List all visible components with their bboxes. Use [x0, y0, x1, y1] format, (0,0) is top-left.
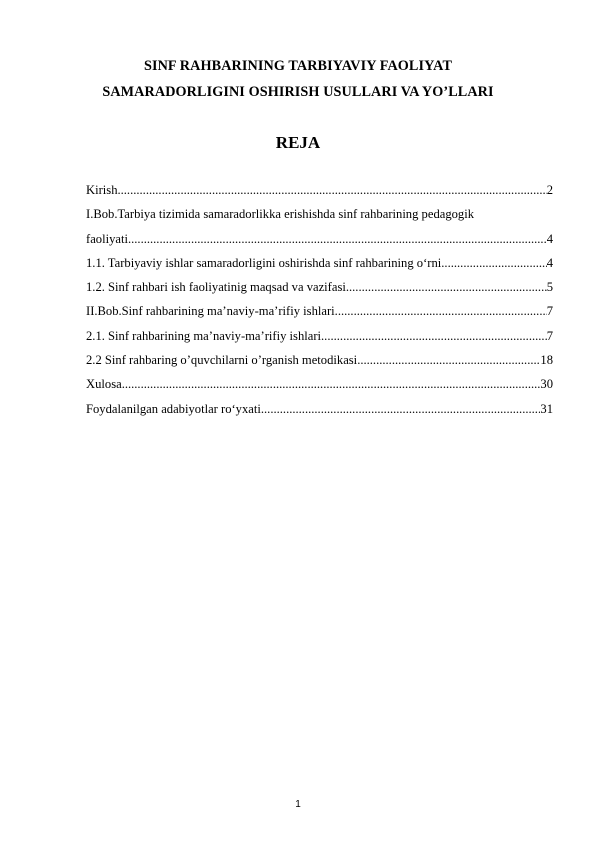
toc-entry-text: Kirish — [86, 183, 118, 197]
toc-leader-dots — [122, 377, 541, 392]
toc-entry-page: 31 — [540, 401, 553, 416]
toc-leader-dots — [346, 280, 547, 295]
toc-entry-xulosa[interactable] — [86, 377, 553, 401]
toc-entry-1-2[interactable] — [86, 280, 553, 304]
toc-leader-dots — [321, 329, 547, 344]
toc-entry-text: 2.2 Sinf rahbaring o’quvchilarni o’rganish metodikasi — [86, 353, 358, 368]
toc-entry-page: 7 — [546, 328, 553, 343]
toc-entry-text: 1.1. Tarbiyaviy ishlar samaradorligini oshirishda sinf rahbarining o‘rni — [86, 255, 442, 270]
toc-entry-text: faoliyati — [86, 231, 128, 246]
page-number: 1 — [295, 799, 301, 810]
toc-entry-text: 2.1. Sinf rahbarining ma’naviy-ma’rifiy ishlari — [86, 328, 322, 343]
toc-entry-chapter-1[interactable] — [86, 207, 553, 231]
toc-entry-page: 2 — [546, 183, 553, 197]
toc-leader-dots — [441, 256, 546, 271]
toc-entry-page: 4 — [546, 231, 553, 246]
toc-entry-text: Xulosa — [86, 377, 122, 392]
toc-entry-text: I.Bob.Tarbiya tizimida samaradorlikka erishishda sinf rahbarining pedagogik — [86, 207, 475, 222]
toc-entry-text: Foydalanilgan adabiyotlar ro‘yxati — [86, 401, 261, 416]
table-of-contents — [86, 183, 553, 426]
toc-entry-2-1[interactable] — [86, 329, 553, 353]
toc-entry-chapter-2[interactable] — [86, 304, 553, 328]
toc-leader-dots — [357, 353, 540, 368]
toc-leader-dots — [335, 304, 547, 319]
toc-entry-2-2[interactable] — [86, 353, 553, 377]
toc-leader-dots — [117, 183, 546, 198]
document-title-line-2: SAMARADORLIGINI OSHIRISH USULLARI VA YO’LLARI — [102, 84, 494, 100]
contents-heading: REJA — [275, 133, 321, 152]
toc-entry-1-1[interactable] — [86, 256, 553, 280]
toc-entry-page: 4 — [546, 255, 553, 270]
toc-entry-kirish[interactable] — [86, 183, 553, 207]
toc-entry-text: II.Bob.Sinf rahbarining ma’naviy-ma’rifiy ishlari — [86, 304, 335, 319]
toc-leader-dots — [261, 402, 541, 417]
toc-entry-page: 5 — [546, 280, 553, 295]
toc-leader-dots — [128, 232, 547, 247]
toc-entry-page: 30 — [540, 377, 553, 392]
toc-entry-references[interactable] — [86, 402, 553, 426]
toc-entry-page: 18 — [540, 353, 553, 368]
toc-entry-text: 1.2. Sinf rahbari ish faoliyatinig maqsad va vazifasi — [86, 280, 346, 295]
toc-entry-chapter-1-cont[interactable] — [86, 232, 553, 256]
toc-entry-page: 7 — [546, 304, 553, 319]
document-title-line-1: SINF RAHBARINING TARBIYAVIY FAOLIYAT — [143, 58, 453, 74]
